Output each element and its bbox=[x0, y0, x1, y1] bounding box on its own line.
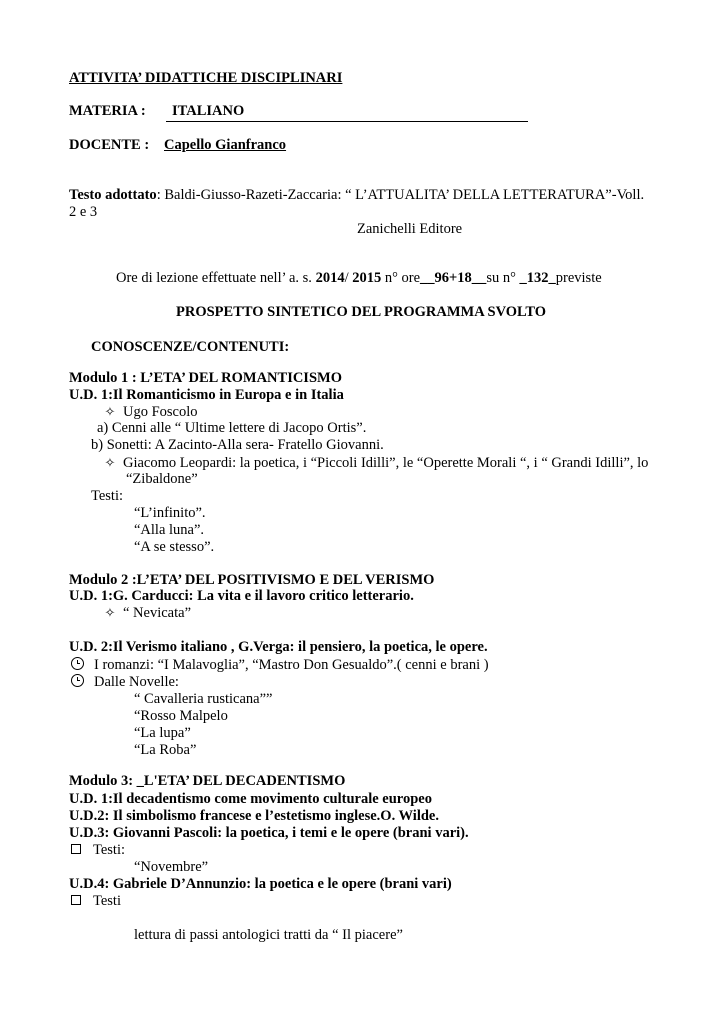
publisher: Zanichelli Editore bbox=[357, 221, 463, 237]
novella-4: “La Roba” bbox=[134, 742, 197, 758]
ore-year1: 2014 bbox=[315, 270, 345, 286]
star-bullet-icon: ✧ bbox=[104, 605, 116, 620]
foscolo-b: b) Sonetti: A Zacinto-Alla sera- Fratello Giovanni. bbox=[91, 437, 384, 453]
ore-suffix: previste bbox=[555, 270, 602, 286]
testo-adottato-line2: 2 e 3 bbox=[69, 204, 98, 220]
modulo1-testo-3: “A se stesso”. bbox=[134, 539, 215, 555]
romanzi-item bbox=[71, 657, 489, 674]
materia-underline bbox=[166, 121, 528, 122]
ore-hours-planned: _132_ bbox=[519, 270, 556, 286]
ore-year2: 2015 bbox=[352, 270, 382, 286]
novella-2: “Rosso Malpelo bbox=[134, 708, 228, 724]
modulo2-ud2: U.D. 2:Il Verismo italiano , G.Verga: il pensiero, la poetica, le opere. bbox=[69, 639, 488, 655]
square-bullet-icon bbox=[71, 844, 81, 854]
foscolo-label: Ugo Foscolo bbox=[123, 404, 198, 420]
modulo1-testi-label: Testi: bbox=[91, 488, 124, 504]
modulo3-ud2: U.D.2: Il simbolismo francese e l’estetismo inglese.O. Wilde. bbox=[69, 808, 439, 824]
materia-value: ITALIANO bbox=[172, 103, 245, 119]
conoscenze-title: CONOSCENZE/CONTENUTI: bbox=[91, 339, 290, 355]
modulo3-testi1-label: Testi: bbox=[93, 842, 126, 858]
leopardi-line2: “Zibaldone” bbox=[126, 471, 198, 487]
clock-bullet-icon bbox=[71, 657, 84, 670]
nevicata-item bbox=[103, 604, 191, 622]
ore-line bbox=[116, 270, 602, 287]
ore-su: su n° bbox=[486, 270, 520, 286]
leopardi-label: Giacomo Leopardi: la poetica, i “Piccoli Idilli”, le “Operette Morali “, i “ Grandi Idilli”, lo bbox=[123, 455, 649, 471]
romanzi-label: I romanzi: “I Malavoglia”, “Mastro Don Gesualdo”.( cenni e brani ) bbox=[94, 657, 489, 673]
novella-3: “La lupa” bbox=[134, 725, 191, 741]
modulo2-title: Modulo 2 :L’ETA’ DEL POSITIVISMO E DEL VERISMO bbox=[69, 572, 435, 588]
modulo3-testi2 bbox=[71, 893, 121, 910]
modulo3-title: Modulo 3: _L'ETA’ DEL DECADENTISMO bbox=[69, 773, 346, 789]
novembre: “Novembre” bbox=[134, 859, 209, 875]
novelle-label: Dalle Novelle: bbox=[94, 674, 179, 690]
lettura: lettura di passi antologici tratti da “ Il piacere” bbox=[134, 927, 403, 943]
star-bullet-icon: ✧ bbox=[104, 404, 116, 419]
modulo2-ud1: U.D. 1:G. Carducci: La vita e il lavoro critico letterario. bbox=[69, 588, 414, 604]
document-title: ATTIVITA’ DIDATTICHE DISCIPLINARI bbox=[69, 70, 343, 86]
modulo3-ud3: U.D.3: Giovanni Pascoli: la poetica, i temi e le opere (brani vari). bbox=[69, 825, 469, 841]
modulo3-testi1 bbox=[71, 842, 125, 859]
modulo1-testo-1: “L’infinito”. bbox=[134, 505, 206, 521]
docente-label: DOCENTE : bbox=[69, 137, 150, 153]
clock-bullet-icon bbox=[71, 674, 84, 687]
ore-mid: n° ore bbox=[381, 270, 421, 286]
modulo3-ud1: U.D. 1:Il decadentismo come movimento culturale europeo bbox=[69, 791, 432, 807]
square-bullet-icon bbox=[71, 895, 81, 905]
ore-hours-done: __96+18__ bbox=[420, 270, 487, 286]
modulo1-testo-2: “Alla luna”. bbox=[134, 522, 205, 538]
prospetto-title: PROSPETTO SINTETICO DEL PROGRAMMA SVOLTO bbox=[176, 304, 547, 320]
testo-adottato-label: Testo adottato bbox=[69, 187, 157, 203]
leopardi-item bbox=[103, 454, 648, 472]
foscolo-item bbox=[103, 403, 198, 421]
star-bullet-icon: ✧ bbox=[104, 455, 116, 470]
nevicata-label: “ Nevicata” bbox=[123, 605, 192, 621]
modulo3-testi2-label: Testi bbox=[93, 893, 121, 909]
testo-adottato-text: : Baldi-Giusso-Razeti-Zaccaria: “ L’ATTUALITA’ DELLA LETTERATURA”-Voll. bbox=[156, 187, 645, 203]
novella-1: “ Cavalleria rusticana”” bbox=[134, 691, 273, 707]
modulo3-ud4: U.D.4: Gabriele D’Annunzio: la poetica e le opere (brani vari) bbox=[69, 876, 452, 892]
modulo1-ud1: U.D. 1:Il Romanticismo in Europa e in Italia bbox=[69, 387, 344, 403]
ore-prefix: Ore di lezione effettuate nell’ a. s. bbox=[116, 270, 316, 286]
materia-label: MATERIA : bbox=[69, 103, 146, 119]
docente-value: Capello Gianfranco bbox=[164, 137, 287, 153]
modulo1-title: Modulo 1 : L’ETA’ DEL ROMANTICISMO bbox=[69, 370, 342, 386]
ore-slash: / bbox=[344, 270, 353, 286]
testo-adottato-line1 bbox=[69, 187, 644, 204]
novelle-item bbox=[71, 674, 179, 691]
foscolo-a: a) Cenni alle “ Ultime lettere di Jacopo Ortis”. bbox=[97, 420, 367, 436]
